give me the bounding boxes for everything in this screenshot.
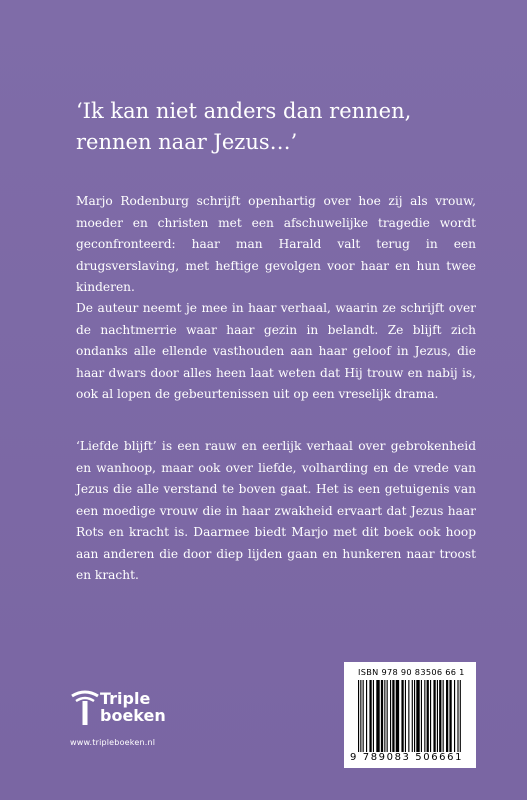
barcode-bar bbox=[454, 680, 455, 752]
barcode-bar bbox=[460, 680, 461, 752]
blurb-paragraph-2: De auteur neemt je mee in haar verhaal, waarin ze schrijft over de nachtmerrie waar haar gezin in belandt. Ze blijft zich ondanks alle ellende vasthouden aan haar geloof in Jezus, die haar dwars door alles heen laat weten dat Hij trouw en nabij is, ook al lopen de gebeurtenissen uit op een vreselijk drama. bbox=[76, 301, 476, 401]
barcode-block bbox=[344, 662, 476, 768]
barcode-bar bbox=[424, 680, 425, 752]
barcode-bar bbox=[376, 680, 379, 752]
pull-quote-line-1: ‘Ik kan niet anders dan rennen, bbox=[76, 99, 412, 123]
publisher-name-line-1: Triple bbox=[100, 689, 151, 708]
barcode-bar bbox=[449, 680, 451, 752]
barcode-bar bbox=[443, 680, 444, 752]
barcode-bar bbox=[446, 680, 448, 752]
barcode-bar bbox=[373, 680, 374, 752]
barcode-bar bbox=[360, 680, 361, 752]
barcode-bar bbox=[390, 680, 391, 752]
barcode-bar bbox=[358, 680, 359, 752]
barcode-bar bbox=[421, 680, 422, 752]
publisher-logo bbox=[70, 686, 190, 736]
barcode-bar bbox=[414, 680, 415, 752]
barcode-bar bbox=[457, 680, 458, 752]
t-arch-logo-icon bbox=[70, 688, 100, 728]
barcode-bar bbox=[433, 680, 435, 752]
blurb-paragraph-3: ‘Liefde blijft’ is een rauw en eerlijk verhaal over gebrokenheid en wanhoop, maar ook over liefde, volharding en de vrede van Jezus die alle verstand te boven gaat. Het is een getuigenis van een moedige vrouw die in haar zwakheid ervaart dat Jezus haar Rots en kracht is. Daarmee biedt Marjo met dit boek ook hoop aan anderen die door diep lijden gaan en hunkeren naar troost en kracht. bbox=[76, 439, 476, 582]
barcode-bar bbox=[392, 680, 394, 752]
barcode-bar bbox=[366, 680, 367, 752]
barcode-bar bbox=[427, 680, 429, 752]
barcode-bar bbox=[439, 680, 441, 752]
publisher-name bbox=[100, 690, 166, 724]
barcode-bar bbox=[405, 680, 406, 752]
barcode-bar bbox=[369, 680, 371, 752]
barcode-bar bbox=[363, 680, 364, 752]
barcode-bar bbox=[384, 680, 385, 752]
barcode-bar bbox=[401, 680, 403, 752]
barcode-bar bbox=[396, 680, 399, 752]
barcode-bar bbox=[381, 680, 383, 752]
barcode-digits: 9 789083 506661 bbox=[350, 752, 464, 763]
barcode-bar bbox=[430, 680, 431, 752]
barcode-bar bbox=[416, 680, 419, 752]
isbn-label: ISBN 978 90 83506 66 1 bbox=[358, 667, 465, 677]
barcode-bar bbox=[408, 680, 409, 752]
pull-quote bbox=[76, 96, 476, 158]
barcode-bar bbox=[412, 680, 413, 752]
blurb-paragraph-1: Marjo Rodenburg schrijft openhartig over hoe zij als vrouw, moeder en christen met een afschuwelijke tragedie wordt geconfronteerd: haar man Harald valt terug in een drugsverslaving, met heftige gevolgen voor haar en hun twee kinderen. bbox=[76, 194, 476, 294]
publisher-website: www.tripleboeken.nl bbox=[70, 738, 156, 747]
publisher-name-line-2: boeken bbox=[100, 706, 166, 725]
barcode-bars bbox=[358, 680, 462, 752]
pull-quote-line-2: rennen naar Jezus…’ bbox=[76, 130, 298, 154]
barcode-bar bbox=[387, 680, 388, 752]
barcode-bar bbox=[437, 680, 438, 752]
